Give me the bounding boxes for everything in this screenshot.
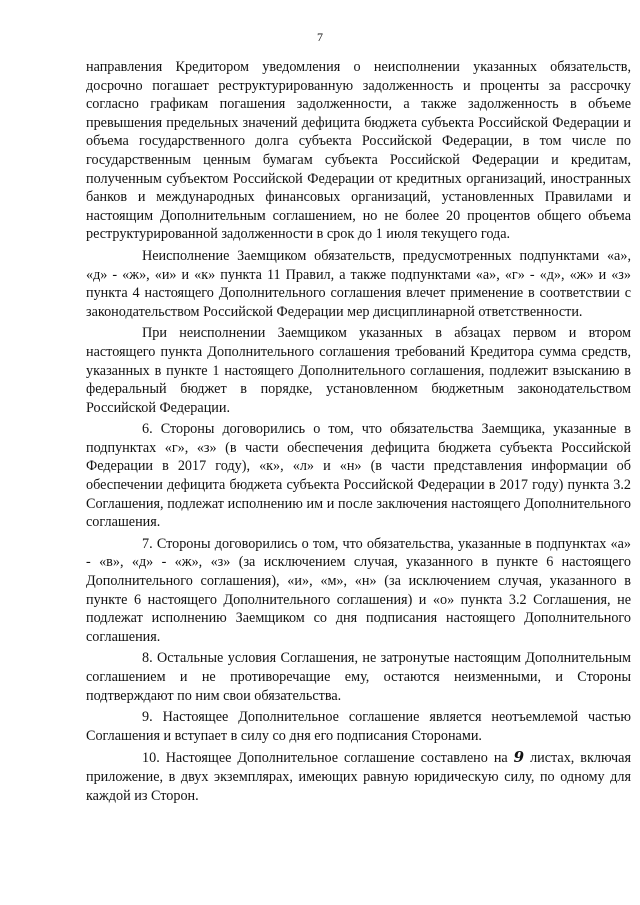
paragraph-continuation: направления Кредитором уведомления о неисполнении указанных обязательств, досрочно погашает реструктурированную задолженность и проценты за рассрочку согласно графикам погашения задолженности, а также задолженность в объеме превышения предельных значений дефицита бюджета субъекта Российской Федерации и объема государственного долга субъекта Российской Федерации, в том числе по государственным ценным бумагам субъекта Российской Федерации и кредитам, полученным субъектом Российской Федерации от кредитных организаций, иностранных банков и международных финансовых организаций, установленных Правилами и настоящим Дополнительным соглашением, но не более 20 процентов общего объема реструктурированной задолженности в срок до 1 июля текущего года.: [86, 59, 631, 243]
document-body: [86, 58, 631, 808]
paragraph-recovery: При неисполнении Заемщиком указанных в абзацах первом и втором настоящего пункта Дополнительного соглашения требований Кредитора сумма средств, указанных в пункте 1 настоящего Дополнительного соглашения, подлежит взысканию в федеральный бюджет в порядке, установленном бюджетным законодательством Российской Федерации.: [86, 325, 631, 416]
paragraph-clause-8: 8. Остальные условия Соглашения, не затронутые настоящим Дополнительным соглашением и не противоречащие ему, остаются неизменными, и Стороны подтверждают по ним свои обязательства.: [86, 650, 631, 704]
clause-10-text-before: 10. Настоящее Дополнительное соглашение составлено на: [142, 750, 514, 767]
paragraph-clause-7: 7. Стороны договорились о том, что обязательства, указанные в подпунктах «а» - «в», «д» - «ж», «з» (за исключением случая, указанного в пункте 6 настоящего Дополнительного соглашения), «и», «м», «н» (за исключением случая, указанного в пункте 6 настоящего Дополнительного соглашения) и «о» пункта 3.2 Соглашения, не подлежат исполнению Заемщиком со дня подписания настоящего Дополнительного соглашения.: [86, 535, 631, 645]
paragraph-nonfulfillment: Неисполнение Заемщиком обязательств, предусмотренных подпунктами «а», «д» - «ж», «и» и «к» пункта 11 Правил, а также подпунктами «а», «г» - «д», «ж» и «з» пункта 4 настоящего Дополнительного соглашения влечет применение в соответствии с законодательством Российской Федерации мер дисциплинарной ответственности.: [86, 247, 631, 320]
clause-10-text-after: листах, включая приложение, в двух экземплярах, имеющих равную юридическую силу, по одному для каждой из Сторон.: [86, 750, 631, 804]
handwritten-page-count: 9: [513, 748, 525, 767]
paragraph-clause-6: 6. Стороны договорились о том, что обязательства Заемщика, указанные в подпунктах «г», «з» (в части обеспечения дефицита бюджета субъекта Российской Федерации в 2017 году), «к», «л» и «н» (в части представления информации об обеспечении дефицита бюджета субъекта Российской Федерации в 2017 году) пункта 3.2 Соглашения, подлежат исполнению им и после заключения настоящего Дополнительного соглашения.: [86, 421, 631, 531]
paragraph-clause-10: [86, 748, 631, 805]
paragraph-clause-9: 9. Настоящее Дополнительное соглашение является неотъемлемой частью Соглашения и вступает в силу со дня его подписания Сторонами.: [86, 709, 631, 744]
page-number: 7: [317, 30, 323, 44]
